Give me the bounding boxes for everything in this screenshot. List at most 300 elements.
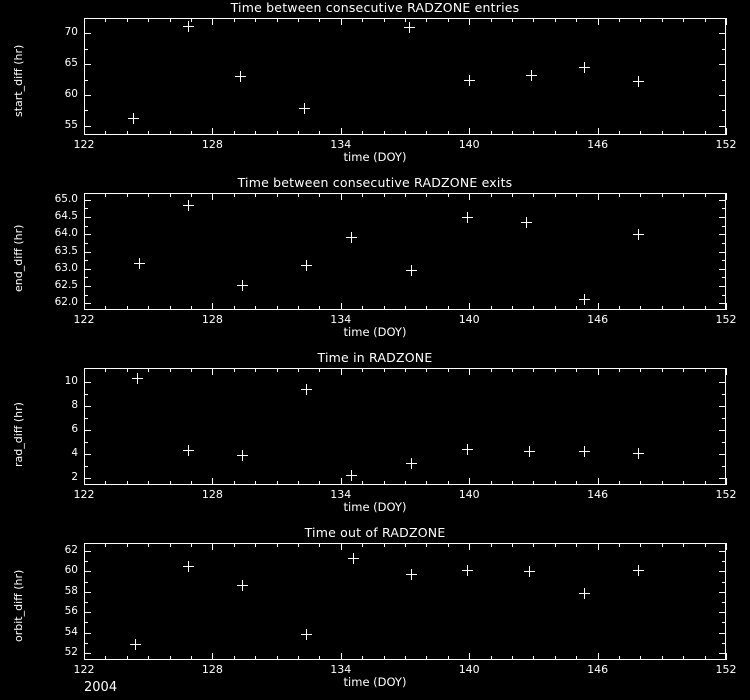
data-point-marker (183, 21, 194, 32)
y-minor-tick (722, 295, 726, 296)
x-minor-tick (148, 543, 149, 547)
y-minor-tick (722, 208, 726, 209)
y-tick-mark (719, 269, 726, 270)
y-tick-mark (84, 633, 91, 634)
y-tick-mark (719, 633, 726, 634)
x-tick-mark (598, 478, 599, 485)
y-tick-label: 64.0 (54, 227, 78, 240)
y-minor-tick (84, 561, 88, 562)
y-tick-mark (719, 200, 726, 201)
y-minor-tick (84, 49, 88, 50)
y-minor-tick (722, 110, 726, 111)
x-minor-tick (576, 543, 577, 547)
x-minor-tick (234, 368, 235, 372)
x-tick-mark (212, 368, 213, 375)
x-minor-tick (576, 131, 577, 135)
x-minor-tick (512, 193, 513, 197)
x-minor-tick (683, 481, 684, 485)
x-minor-tick (405, 656, 406, 660)
x-tick-mark (726, 478, 727, 485)
y-minor-tick (84, 80, 88, 81)
x-minor-tick (405, 368, 406, 372)
x-tick-label: 152 (715, 313, 737, 326)
x-minor-tick (533, 18, 534, 22)
x-minor-tick (619, 481, 620, 485)
x-tick-mark (469, 368, 470, 375)
x-minor-tick (705, 131, 706, 135)
x-minor-tick (191, 481, 192, 485)
x-minor-tick (491, 306, 492, 310)
x-tick-mark (726, 543, 727, 550)
x-tick-mark (341, 368, 342, 375)
x-minor-tick (576, 481, 577, 485)
x-minor-tick (662, 131, 663, 135)
x-minor-tick (512, 481, 513, 485)
y-axis-label: rad_diff (hr) (12, 401, 25, 467)
x-tick-mark (469, 193, 470, 200)
x-minor-tick (705, 193, 706, 197)
x-minor-tick (619, 18, 620, 22)
data-point-marker (579, 588, 590, 599)
y-tick-mark (719, 571, 726, 572)
x-minor-tick (127, 481, 128, 485)
x-minor-tick (319, 656, 320, 660)
x-minor-tick (491, 543, 492, 547)
y-tick-label: 10 (64, 375, 78, 388)
x-tick-mark (598, 303, 599, 310)
x-tick-mark (469, 303, 470, 310)
data-point-marker (406, 265, 417, 276)
x-minor-tick (298, 481, 299, 485)
y-tick-mark (84, 200, 91, 201)
y-minor-tick (722, 418, 726, 419)
data-point-marker (462, 565, 473, 576)
x-minor-tick (127, 368, 128, 372)
data-point-marker (346, 232, 357, 243)
x-minor-tick (298, 18, 299, 22)
x-minor-tick (533, 368, 534, 372)
y-tick-mark (84, 653, 91, 654)
x-minor-tick (662, 481, 663, 485)
y-minor-tick (84, 226, 88, 227)
x-tick-mark (469, 18, 470, 25)
x-minor-tick (384, 131, 385, 135)
x-tick-mark (341, 193, 342, 200)
data-point-marker (404, 22, 415, 33)
panel-start-diff (0, 0, 750, 164)
y-axis-label: start_diff (hr) (12, 44, 25, 117)
x-tick-mark (598, 18, 599, 25)
x-minor-tick (127, 656, 128, 660)
data-point-marker (464, 75, 475, 86)
y-minor-tick (722, 260, 726, 261)
x-minor-tick (683, 193, 684, 197)
x-minor-tick (640, 543, 641, 547)
x-minor-tick (426, 131, 427, 135)
x-minor-tick (148, 306, 149, 310)
y-minor-tick (722, 80, 726, 81)
x-minor-tick (426, 18, 427, 22)
y-minor-tick (84, 260, 88, 261)
y-tick-label: 62.5 (54, 278, 78, 291)
x-tick-mark (212, 303, 213, 310)
y-tick-mark (84, 286, 91, 287)
data-point-marker (579, 294, 590, 305)
x-minor-tick (405, 306, 406, 310)
x-minor-tick (619, 656, 620, 660)
x-minor-tick (362, 656, 363, 660)
x-minor-tick (105, 481, 106, 485)
data-point-marker (299, 103, 310, 114)
x-minor-tick (448, 193, 449, 197)
y-minor-tick (722, 49, 726, 50)
panel-title: Time in RADZONE (317, 350, 433, 365)
y-tick-label: 62.0 (54, 296, 78, 309)
x-minor-tick (362, 18, 363, 22)
x-minor-tick (362, 193, 363, 197)
y-minor-tick (722, 466, 726, 467)
x-minor-tick (319, 481, 320, 485)
x-minor-tick (640, 18, 641, 22)
y-minor-tick (84, 208, 88, 209)
x-tick-mark (84, 18, 85, 25)
x-minor-tick (298, 193, 299, 197)
x-tick-label: 134 (330, 313, 352, 326)
panel-rad-diff (0, 350, 750, 514)
x-tick-mark (341, 653, 342, 660)
x-minor-tick (705, 306, 706, 310)
y-tick-mark (84, 303, 91, 304)
x-tick-mark (469, 478, 470, 485)
x-minor-tick (298, 543, 299, 547)
x-minor-tick (170, 18, 171, 22)
plot-area (84, 543, 726, 660)
x-tick-mark (341, 478, 342, 485)
x-minor-tick (576, 306, 577, 310)
x-minor-tick (555, 131, 556, 135)
x-minor-tick (255, 656, 256, 660)
x-tick-label: 152 (715, 663, 737, 676)
x-minor-tick (255, 193, 256, 197)
panel-title: Time between consecutive RADZONE exits (237, 175, 513, 190)
x-tick-mark (726, 368, 727, 375)
x-tick-label: 140 (458, 313, 480, 326)
x-minor-tick (640, 193, 641, 197)
x-minor-tick (683, 368, 684, 372)
x-minor-tick (148, 368, 149, 372)
data-point-marker (348, 553, 359, 564)
y-tick-mark (84, 33, 91, 34)
x-tick-mark (212, 128, 213, 135)
x-minor-tick (105, 306, 106, 310)
x-minor-tick (148, 131, 149, 135)
y-tick-mark (84, 454, 91, 455)
x-minor-tick (170, 543, 171, 547)
data-point-marker (130, 639, 141, 650)
y-minor-tick (84, 602, 88, 603)
y-minor-tick (722, 643, 726, 644)
x-minor-tick (127, 543, 128, 547)
data-point-marker (633, 76, 644, 87)
data-point-marker (346, 470, 357, 481)
x-minor-tick (533, 306, 534, 310)
x-minor-tick (362, 368, 363, 372)
x-minor-tick (191, 306, 192, 310)
y-tick-mark (84, 269, 91, 270)
y-minor-tick (84, 622, 88, 623)
y-tick-mark (84, 382, 91, 383)
x-minor-tick (148, 193, 149, 197)
y-tick-mark (719, 234, 726, 235)
x-tick-mark (598, 543, 599, 550)
x-tick-mark (469, 543, 470, 550)
x-minor-tick (512, 368, 513, 372)
data-point-marker (462, 212, 473, 223)
x-minor-tick (191, 543, 192, 547)
x-minor-tick (277, 543, 278, 547)
x-tick-label: 152 (715, 488, 737, 501)
x-minor-tick (105, 543, 106, 547)
y-tick-label: 65 (64, 57, 78, 70)
y-tick-label: 65.0 (54, 192, 78, 205)
x-minor-tick (319, 306, 320, 310)
y-tick-mark (719, 406, 726, 407)
x-tick-mark (212, 18, 213, 25)
x-minor-tick (533, 481, 534, 485)
y-minor-tick (722, 442, 726, 443)
x-minor-tick (384, 18, 385, 22)
x-minor-tick (255, 481, 256, 485)
data-point-marker (301, 629, 312, 640)
data-point-marker (633, 565, 644, 576)
x-minor-tick (105, 193, 106, 197)
data-point-marker (237, 450, 248, 461)
x-minor-tick (448, 481, 449, 485)
y-tick-mark (84, 126, 91, 127)
x-minor-tick (491, 18, 492, 22)
x-tick-mark (341, 128, 342, 135)
x-minor-tick (576, 193, 577, 197)
y-tick-mark (719, 252, 726, 253)
y-tick-mark (84, 430, 91, 431)
x-tick-label: 134 (330, 488, 352, 501)
x-minor-tick (384, 193, 385, 197)
x-minor-tick (619, 368, 620, 372)
data-point-marker (524, 446, 535, 457)
x-minor-tick (512, 131, 513, 135)
x-minor-tick (683, 543, 684, 547)
x-tick-label: 134 (330, 138, 352, 151)
x-minor-tick (105, 656, 106, 660)
x-tick-label: 128 (201, 138, 223, 151)
panel-end-diff (0, 175, 750, 339)
x-minor-tick (191, 656, 192, 660)
x-minor-tick (277, 656, 278, 660)
x-minor-tick (127, 306, 128, 310)
data-point-marker (183, 445, 194, 456)
x-tick-label: 146 (587, 138, 609, 151)
x-minor-tick (426, 656, 427, 660)
year-label: 2004 (84, 680, 118, 695)
x-minor-tick (234, 656, 235, 660)
x-tick-label: 140 (458, 663, 480, 676)
y-tick-label: 60 (64, 87, 78, 100)
x-minor-tick (426, 481, 427, 485)
x-minor-tick (555, 18, 556, 22)
y-tick-mark (719, 95, 726, 96)
y-minor-tick (84, 295, 88, 296)
data-point-marker (301, 260, 312, 271)
y-tick-mark (84, 252, 91, 253)
x-minor-tick (426, 543, 427, 547)
x-tick-mark (84, 478, 85, 485)
x-minor-tick (148, 481, 149, 485)
x-minor-tick (170, 131, 171, 135)
x-minor-tick (234, 543, 235, 547)
x-minor-tick (555, 543, 556, 547)
x-minor-tick (705, 543, 706, 547)
y-minor-tick (84, 394, 88, 395)
x-minor-tick (319, 368, 320, 372)
x-minor-tick (319, 131, 320, 135)
x-minor-tick (170, 306, 171, 310)
x-tick-mark (726, 193, 727, 200)
x-minor-tick (298, 306, 299, 310)
x-minor-tick (384, 656, 385, 660)
y-tick-mark (719, 454, 726, 455)
x-minor-tick (127, 193, 128, 197)
x-minor-tick (148, 656, 149, 660)
x-minor-tick (277, 193, 278, 197)
x-minor-tick (491, 193, 492, 197)
x-tick-label: 122 (73, 313, 95, 326)
x-minor-tick (512, 656, 513, 660)
y-tick-mark (719, 33, 726, 34)
x-minor-tick (170, 481, 171, 485)
y-tick-mark (719, 382, 726, 383)
x-tick-mark (726, 18, 727, 25)
y-minor-tick (722, 582, 726, 583)
x-minor-tick (491, 131, 492, 135)
x-minor-tick (533, 131, 534, 135)
x-tick-mark (84, 653, 85, 660)
x-minor-tick (662, 306, 663, 310)
x-minor-tick (277, 481, 278, 485)
x-tick-mark (598, 368, 599, 375)
x-tick-mark (598, 193, 599, 200)
plot-area (84, 18, 726, 135)
x-tick-mark (726, 128, 727, 135)
x-minor-tick (277, 131, 278, 135)
y-tick-mark (719, 612, 726, 613)
x-minor-tick (362, 481, 363, 485)
y-tick-mark (719, 653, 726, 654)
y-minor-tick (84, 582, 88, 583)
data-point-marker (235, 71, 246, 82)
x-minor-tick (576, 18, 577, 22)
y-tick-mark (719, 64, 726, 65)
x-minor-tick (191, 131, 192, 135)
y-tick-label: 60 (64, 564, 78, 577)
x-minor-tick (426, 193, 427, 197)
x-minor-tick (448, 368, 449, 372)
y-minor-tick (722, 561, 726, 562)
x-minor-tick (405, 543, 406, 547)
y-axis-label: end_diff (hr) (12, 224, 25, 292)
x-tick-mark (598, 128, 599, 135)
x-minor-tick (640, 131, 641, 135)
x-tick-mark (212, 478, 213, 485)
y-tick-mark (84, 551, 91, 552)
y-tick-mark (84, 406, 91, 407)
x-minor-tick (298, 656, 299, 660)
x-minor-tick (191, 193, 192, 197)
x-tick-label: 146 (587, 313, 609, 326)
x-minor-tick (640, 481, 641, 485)
data-point-marker (526, 70, 537, 81)
x-minor-tick (662, 368, 663, 372)
x-minor-tick (448, 543, 449, 547)
x-minor-tick (277, 368, 278, 372)
x-minor-tick (705, 368, 706, 372)
x-minor-tick (533, 656, 534, 660)
y-tick-mark (84, 592, 91, 593)
x-tick-label: 146 (587, 488, 609, 501)
y-minor-tick (722, 622, 726, 623)
x-tick-label: 140 (458, 488, 480, 501)
x-minor-tick (384, 368, 385, 372)
data-point-marker (183, 561, 194, 572)
x-minor-tick (448, 656, 449, 660)
x-tick-mark (212, 653, 213, 660)
x-minor-tick (319, 193, 320, 197)
x-minor-tick (640, 306, 641, 310)
data-point-marker (633, 229, 644, 240)
x-minor-tick (234, 193, 235, 197)
y-tick-mark (719, 126, 726, 127)
x-minor-tick (491, 656, 492, 660)
y-tick-mark (719, 217, 726, 218)
x-axis-label: time (DOY) (343, 500, 407, 514)
x-minor-tick (405, 481, 406, 485)
x-minor-tick (619, 131, 620, 135)
y-tick-label: 56 (64, 605, 78, 618)
x-minor-tick (362, 543, 363, 547)
data-point-marker (524, 566, 535, 577)
x-minor-tick (105, 368, 106, 372)
y-tick-mark (84, 612, 91, 613)
x-minor-tick (448, 18, 449, 22)
y-tick-label: 62 (64, 544, 78, 557)
x-minor-tick (662, 193, 663, 197)
y-tick-mark (84, 234, 91, 235)
x-tick-mark (212, 193, 213, 200)
x-tick-mark (726, 303, 727, 310)
y-tick-label: 6 (71, 423, 78, 436)
x-minor-tick (255, 543, 256, 547)
x-minor-tick (170, 368, 171, 372)
x-minor-tick (255, 306, 256, 310)
x-minor-tick (191, 368, 192, 372)
x-minor-tick (384, 306, 385, 310)
y-tick-mark (719, 478, 726, 479)
x-minor-tick (234, 18, 235, 22)
x-minor-tick (683, 18, 684, 22)
y-axis-label: orbit_diff (hr) (12, 569, 25, 642)
data-point-marker (237, 580, 248, 591)
data-point-marker (406, 569, 417, 580)
x-minor-tick (384, 543, 385, 547)
